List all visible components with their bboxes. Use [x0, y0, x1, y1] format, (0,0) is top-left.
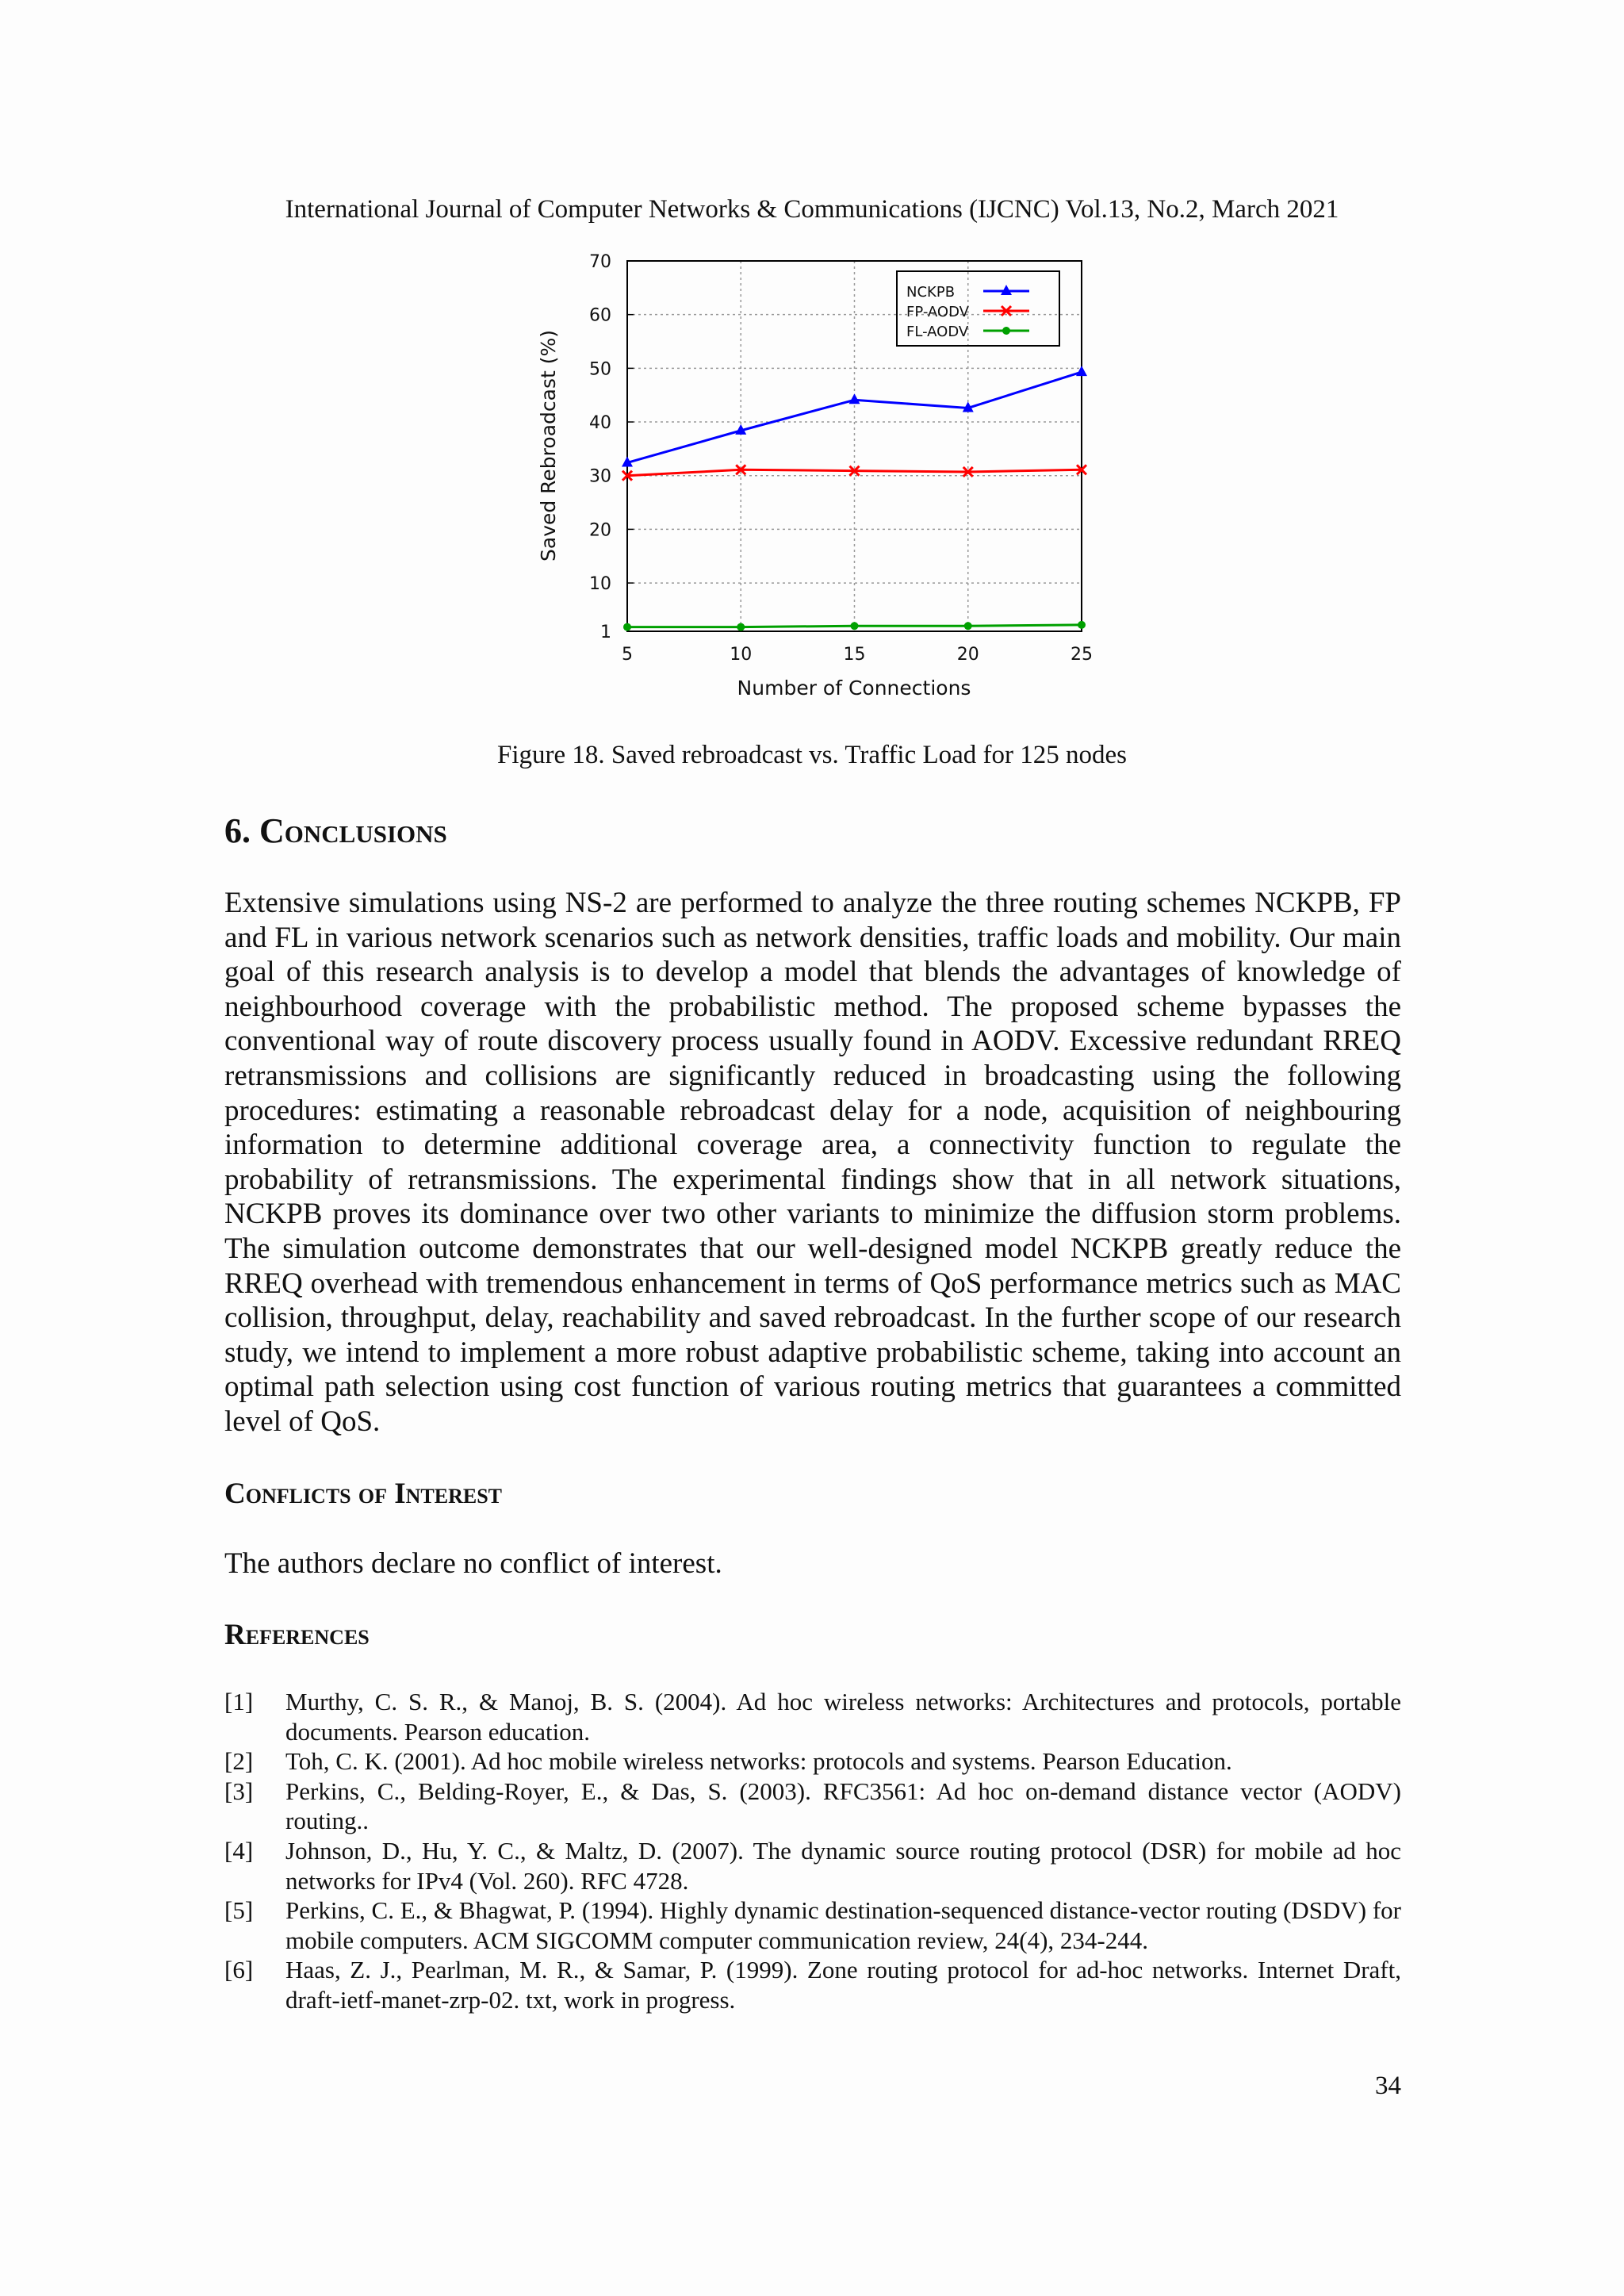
reference-number: [3]	[224, 1777, 254, 1805]
x-tick-label: 20	[956, 645, 979, 665]
legend	[897, 271, 1059, 346]
reference-item	[224, 1836, 1401, 1895]
conflicts-text: The authors declare no conflict of interest.	[224, 1547, 722, 1580]
reference-number: [6]	[224, 1956, 254, 1984]
data-point-fl-aodv	[964, 622, 972, 630]
data-point-fl-aodv	[851, 622, 859, 630]
reference-text: Haas, Z. J., Pearlman, M. R., & Samar, P. (1999). Zone routing protocol for ad-hoc networks. Internet Draft, draft-ietf-manet-zrp-02. txt, work in progress.	[285, 1956, 1401, 2014]
x-axis-label: Number of Connections	[737, 677, 971, 700]
conflicts-heading: Conflicts of Interest	[224, 1478, 503, 1510]
reference-number: [4]	[224, 1836, 254, 1865]
x-tick-label: 5	[622, 645, 633, 665]
reference-text: Perkins, C., Belding-Royer, E., & Das, S. (2003). RFC3561: Ad hoc on-demand distance vector (AODV) routing..	[285, 1777, 1401, 1835]
legend-label: FP-AODV	[906, 304, 969, 320]
saved-rebroadcast-chart	[508, 238, 1110, 714]
legend-label: FL-AODV	[906, 324, 969, 340]
y-tick-label: 40	[589, 413, 611, 434]
reference-item	[224, 1687, 1401, 1746]
grid	[627, 261, 1082, 631]
x-tick-label: 25	[1071, 645, 1093, 665]
reference-number: [1]	[224, 1688, 254, 1715]
data-point-fl-aodv	[737, 623, 745, 631]
data-point-nckpb	[1076, 366, 1087, 376]
reference-text: Johnson, D., Hu, Y. C., & Maltz, D. (2007). The dynamic source routing protocol (DSR) for mobile ad hoc networks for IPv4 (Vol. 260). RFC 4728.	[285, 1836, 1401, 1895]
y-axis-label: Saved Rebroadcast (%)	[537, 330, 560, 562]
legend-label: NCKPB	[906, 284, 956, 301]
x-tick-label: 10	[730, 645, 753, 665]
y-tick-label: 30	[589, 466, 611, 487]
y-tick-label: 70	[589, 252, 611, 272]
page-number: 34	[1375, 2072, 1401, 2100]
y-tick-label: 60	[589, 305, 611, 326]
data-point-fl-aodv	[1078, 621, 1086, 629]
data-point-fl-aodv	[623, 623, 631, 631]
reference-item	[224, 1777, 1401, 1836]
y-tick-label: 10	[589, 574, 611, 595]
reference-text: Perkins, C. E., & Bhagwat, P. (1994). Highly dynamic destination-sequenced distance-vector routing (DSDV) for mobile computers. ACM SIGCOMM computer communication review, 24(4), 234-244.	[285, 1896, 1401, 1954]
reference-number: [2]	[224, 1747, 254, 1776]
conclusions-paragraph: Extensive simulations using NS-2 are performed to analyze the three routing schemes NCKPB, FP and FL in various network scenarios such as network densities, traffic loads and mobility. Our main goal of this research analysis is to develop a model that blends the advantages of knowledge of neighbourhood coverage with the probabilistic method. The proposed scheme bypasses the conventional way of route discovery process usually found in AODV. Excessive redundant RREQ retransmissions and collisions are significantly reduced in broadcasting using the following procedures: estimating a reasonable rebroadcast delay for a node, acquisition of neighbouring information to determine additional coverage area, a connectivity function to regulate the probability of retransmissions. The experimental findings show that in all network situations, NCKPB proves its dominance over two other variants to minimize the diffusion storm problems. The simulation outcome demonstrates that our well-designed model NCKPB greatly reduce the RREQ overhead with tremendous enhancement in terms of QoS performance metrics such as MAC collision, throughput, delay, reachability and saved rebroadcast. In the further scope of our research study, we intend to implement a more robust adaptive probabilistic scheme, taking into account an optimal path selection using cost function of various routing metrics that guarantees a committed level of QoS.	[224, 887, 1401, 1438]
y-tick-label: 50	[589, 359, 611, 380]
legend-marker-fl-aodv	[1002, 327, 1010, 335]
x-ticks	[622, 645, 1093, 665]
series-fl-aodv	[623, 621, 1086, 631]
reference-text: Toh, C. K. (2001). Ad hoc mobile wireless networks: protocols and systems. Pearson Education.	[285, 1747, 1232, 1776]
data-point-nckpb	[849, 393, 860, 404]
running-header: International Journal of Computer Networks & Communications (IJCNC) Vol.13, No.2, March 2021	[285, 195, 1339, 224]
reference-text: Murthy, C. S. R., & Manoj, B. S. (2004). Ad hoc wireless networks: Architectures and protocols, portable documents. Pearson education.	[285, 1688, 1401, 1746]
references-heading: References	[224, 1619, 370, 1651]
y-tick-label: 20	[589, 520, 611, 541]
figure-caption: Figure 18. Saved rebroadcast vs. Traffic Load for 125 nodes	[497, 741, 1127, 769]
reference-item	[224, 1955, 1401, 2014]
reference-item	[224, 1895, 1401, 1955]
reference-number: [5]	[224, 1896, 254, 1925]
conclusions-heading: 6. Conclusions	[224, 811, 447, 850]
reference-item	[224, 1746, 1401, 1777]
reference-list	[224, 1687, 1401, 2015]
x-tick-label: 15	[843, 645, 866, 665]
y-tick-label: 1	[600, 623, 611, 642]
